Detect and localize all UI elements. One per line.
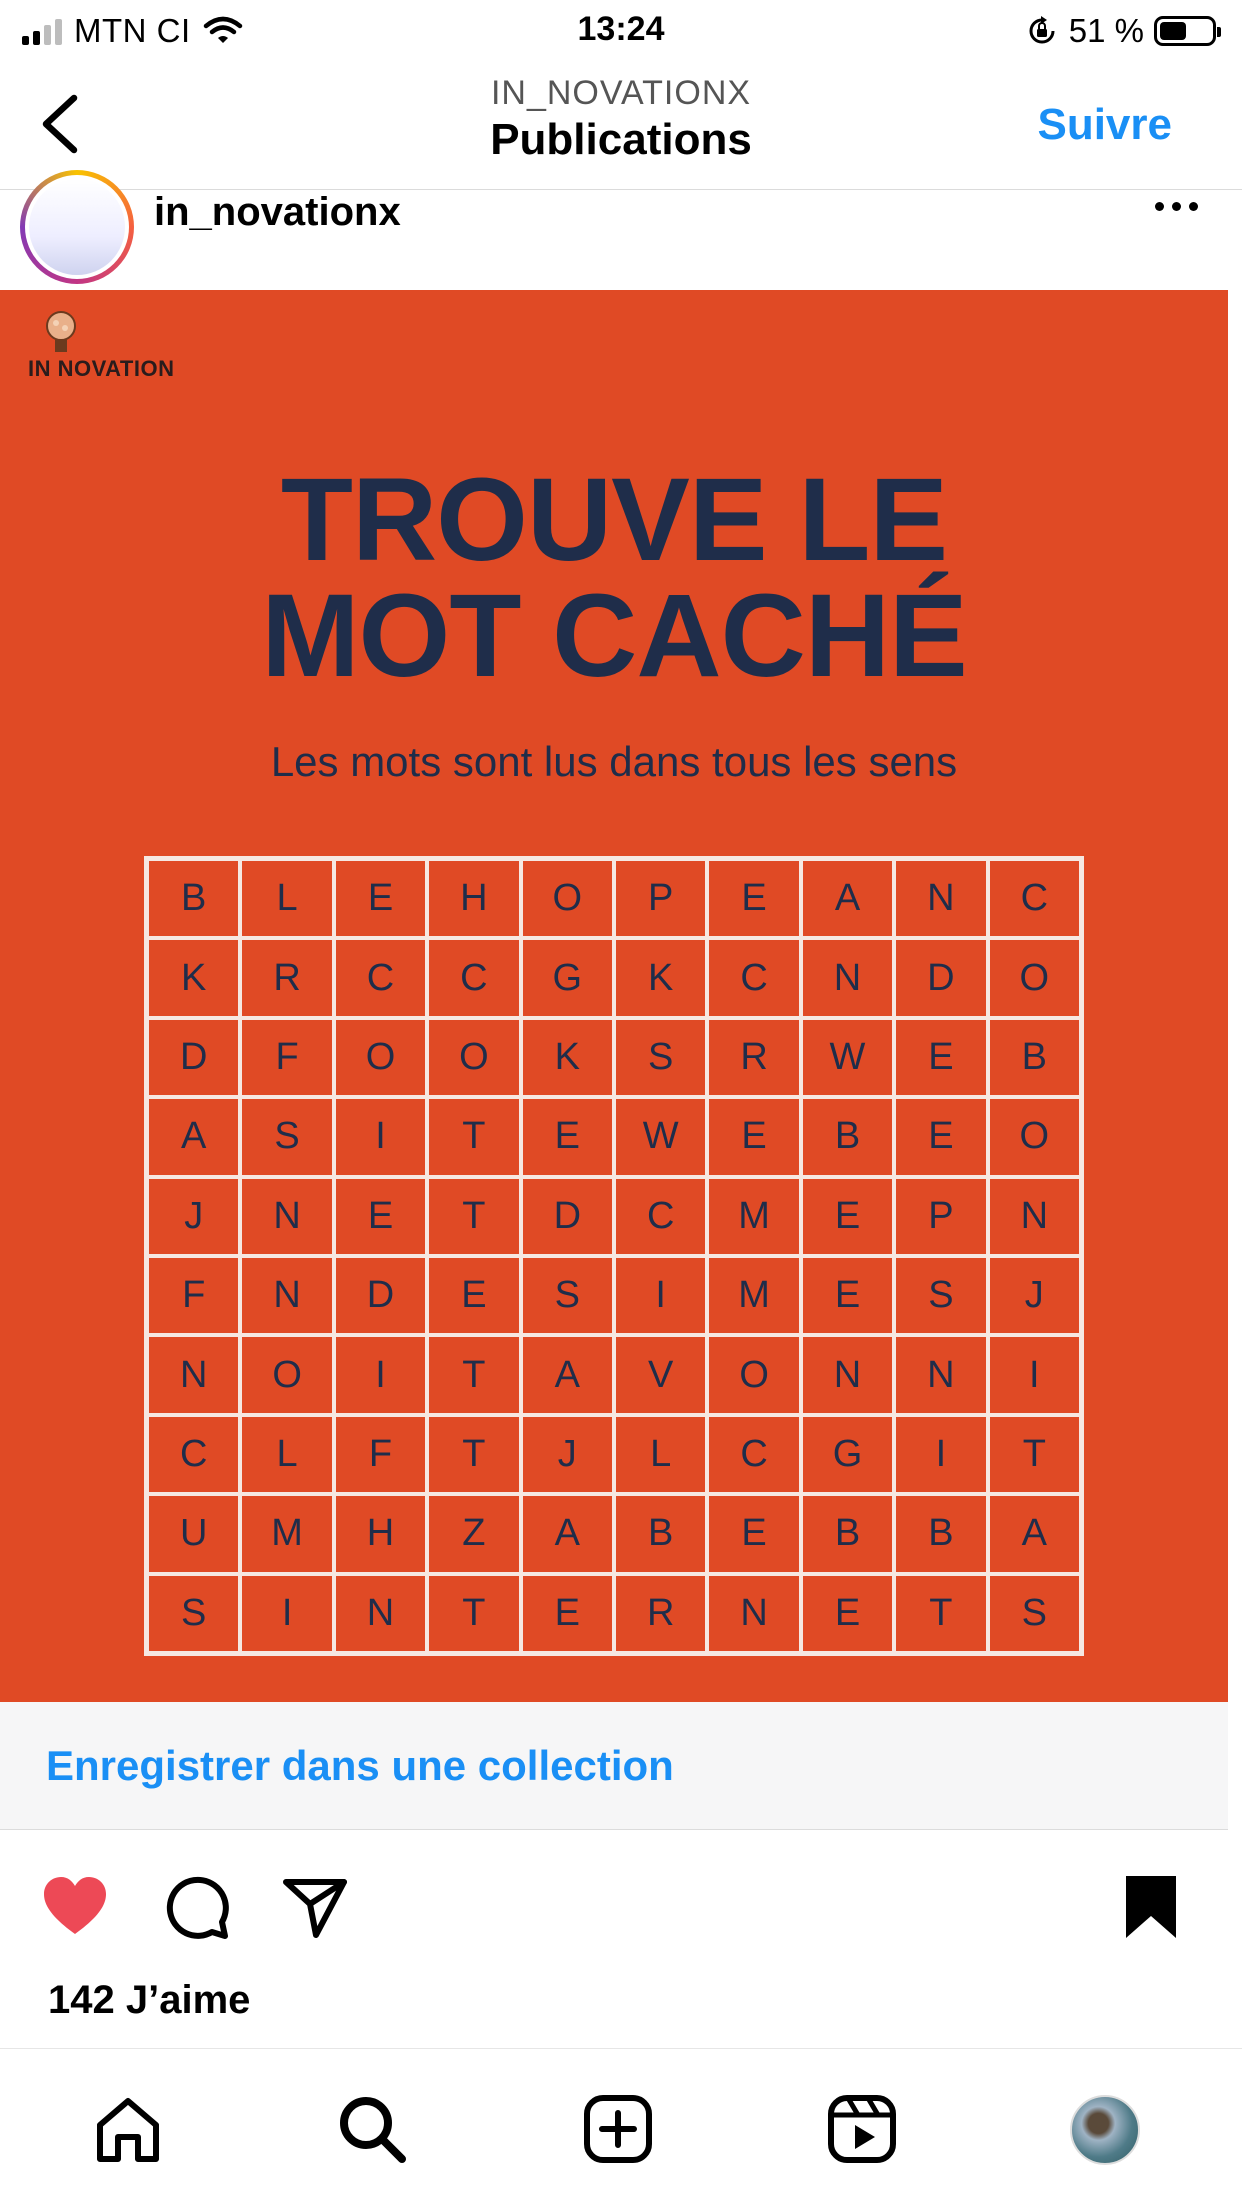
bookmark-icon[interactable]	[1116, 1872, 1186, 1942]
grid-cell: E	[334, 1177, 427, 1256]
grid-cell: E	[427, 1256, 520, 1335]
grid-cell: L	[240, 859, 333, 938]
save-to-collection-bar	[0, 1702, 1228, 1830]
grid-cell: T	[427, 1335, 520, 1414]
follow-button[interactable]: Suivre	[1037, 100, 1172, 149]
brand-logo-thumbnail	[29, 179, 125, 275]
grid-cell: I	[894, 1415, 987, 1494]
grid-cell: T	[427, 1415, 520, 1494]
grid-cell: M	[707, 1256, 800, 1335]
grid-cell: M	[240, 1494, 333, 1573]
grid-cell: J	[147, 1177, 240, 1256]
grid-cell: O	[240, 1335, 333, 1414]
grid-cell: A	[521, 1335, 614, 1414]
grid-cell: P	[614, 859, 707, 938]
grid-cell: C	[988, 859, 1081, 938]
grid-cell: C	[427, 938, 520, 1017]
grid-cell: D	[147, 1018, 240, 1097]
likes-count[interactable]: 142 J’aime	[48, 1978, 251, 2022]
grid-cell: O	[988, 1097, 1081, 1176]
status-time: 13:24	[577, 10, 665, 48]
grid-cell: O	[521, 859, 614, 938]
grid-cell: J	[521, 1415, 614, 1494]
grid-cell: B	[614, 1494, 707, 1573]
grid-cell: T	[427, 1177, 520, 1256]
save-to-collection-link[interactable]: Enregistrer dans une collection	[46, 1742, 674, 1789]
grid-cell: N	[147, 1335, 240, 1414]
grid-cell: E	[801, 1256, 894, 1335]
grid-cell: N	[801, 938, 894, 1017]
grid-cell: A	[521, 1494, 614, 1573]
grid-cell: F	[240, 1018, 333, 1097]
grid-cell: E	[801, 1177, 894, 1256]
word-search-grid	[144, 856, 1084, 1656]
grid-cell: B	[801, 1097, 894, 1176]
share-icon[interactable]	[280, 1872, 350, 1942]
grid-cell: E	[707, 859, 800, 938]
status-bar	[0, 0, 1242, 62]
grid-cell: I	[334, 1097, 427, 1176]
grid-cell: D	[334, 1256, 427, 1335]
post-actions	[0, 1830, 1228, 1970]
poster-subtitle: Les mots sont lus dans tous les sens	[270, 738, 958, 785]
grid-cell: I	[240, 1574, 333, 1653]
grid-cell: O	[334, 1018, 427, 1097]
post-author-avatar[interactable]	[20, 170, 134, 284]
battery-icon	[1154, 16, 1216, 46]
grid-cell: R	[240, 938, 333, 1017]
grid-cell: G	[801, 1415, 894, 1494]
grid-cell: O	[988, 938, 1081, 1017]
grid-cell: J	[988, 1256, 1081, 1335]
grid-cell: E	[521, 1097, 614, 1176]
post-username[interactable]: in_novationx	[154, 190, 401, 234]
grid-cell: P	[894, 1177, 987, 1256]
carrier-name: MTN CI	[74, 12, 191, 49]
grid-cell: N	[334, 1574, 427, 1653]
orientation-lock-icon	[1025, 14, 1059, 48]
grid-cell: D	[521, 1177, 614, 1256]
add-post-icon[interactable]	[582, 2093, 654, 2165]
grid-cell: N	[801, 1335, 894, 1414]
grid-cell: I	[334, 1335, 427, 1414]
grid-cell: T	[427, 1097, 520, 1176]
grid-cell: E	[707, 1097, 800, 1176]
grid-cell: S	[988, 1574, 1081, 1653]
grid-cell: I	[614, 1256, 707, 1335]
grid-cell: E	[894, 1018, 987, 1097]
grid-cell: L	[614, 1415, 707, 1494]
grid-cell: B	[147, 859, 240, 938]
grid-cell: S	[614, 1018, 707, 1097]
grid-cell: W	[801, 1018, 894, 1097]
grid-cell: K	[614, 938, 707, 1017]
grid-cell: B	[894, 1494, 987, 1573]
grid-cell: H	[427, 859, 520, 938]
grid-cell: R	[707, 1018, 800, 1097]
account-handle: IN_NOVATIONX	[490, 74, 752, 112]
grid-cell: S	[521, 1256, 614, 1335]
grid-cell: N	[707, 1574, 800, 1653]
grid-cell: S	[894, 1256, 987, 1335]
grid-cell: I	[988, 1335, 1081, 1414]
reels-icon[interactable]	[826, 2093, 898, 2165]
grid-cell: N	[894, 1335, 987, 1414]
grid-cell: H	[334, 1494, 427, 1573]
grid-cell: S	[147, 1574, 240, 1653]
home-icon[interactable]	[92, 2093, 164, 2165]
grid-cell: A	[988, 1494, 1081, 1573]
post-image[interactable]	[0, 290, 1228, 1702]
brand-logo: IN NOVATION	[28, 310, 188, 400]
more-options-icon[interactable]	[1155, 202, 1198, 211]
grid-cell: U	[147, 1494, 240, 1573]
grid-cell: T	[988, 1415, 1081, 1494]
grid-cell: N	[894, 859, 987, 938]
grid-cell: F	[147, 1256, 240, 1335]
grid-cell: E	[801, 1574, 894, 1653]
battery-percentage: 51 %	[1068, 12, 1144, 49]
grid-cell: C	[707, 938, 800, 1017]
grid-cell: S	[240, 1097, 333, 1176]
profile-avatar[interactable]	[1070, 2095, 1140, 2165]
grid-cell: F	[334, 1415, 427, 1494]
search-icon[interactable]	[336, 2093, 408, 2165]
grid-cell: T	[427, 1574, 520, 1653]
grid-cell: K	[147, 938, 240, 1017]
grid-cell: N	[240, 1256, 333, 1335]
grid-cell: A	[801, 859, 894, 938]
grid-cell: C	[707, 1415, 800, 1494]
bottom-tab-bar	[0, 2048, 1242, 2208]
lightbulb-icon	[44, 310, 78, 358]
grid-cell: E	[334, 859, 427, 938]
comment-icon[interactable]	[162, 1872, 232, 1942]
grid-cell: N	[240, 1177, 333, 1256]
grid-cell: V	[614, 1335, 707, 1414]
grid-cell: G	[521, 938, 614, 1017]
grid-cell: D	[894, 938, 987, 1017]
grid-cell: O	[427, 1018, 520, 1097]
grid-cell: Z	[427, 1494, 520, 1573]
grid-cell: E	[894, 1097, 987, 1176]
post-header	[0, 190, 1242, 290]
grid-cell: C	[334, 938, 427, 1017]
grid-cell: E	[521, 1574, 614, 1653]
grid-cell: L	[240, 1415, 333, 1494]
grid-cell: W	[614, 1097, 707, 1176]
grid-cell: O	[707, 1335, 800, 1414]
grid-cell: B	[988, 1018, 1081, 1097]
grid-cell: T	[894, 1574, 987, 1653]
grid-cell: A	[147, 1097, 240, 1176]
page-title: Publications	[490, 115, 752, 164]
grid-cell: R	[614, 1574, 707, 1653]
grid-cell: M	[707, 1177, 800, 1256]
grid-cell: B	[801, 1494, 894, 1573]
navigation-header	[0, 62, 1242, 190]
grid-cell: N	[988, 1177, 1081, 1256]
poster-title: TROUVE LE MOT CACHÉ	[261, 454, 967, 702]
grid-cell: E	[707, 1494, 800, 1573]
grid-cell: C	[147, 1415, 240, 1494]
grid-cell: C	[614, 1177, 707, 1256]
grid-cell: K	[521, 1018, 614, 1097]
heart-icon[interactable]	[40, 1872, 110, 1942]
